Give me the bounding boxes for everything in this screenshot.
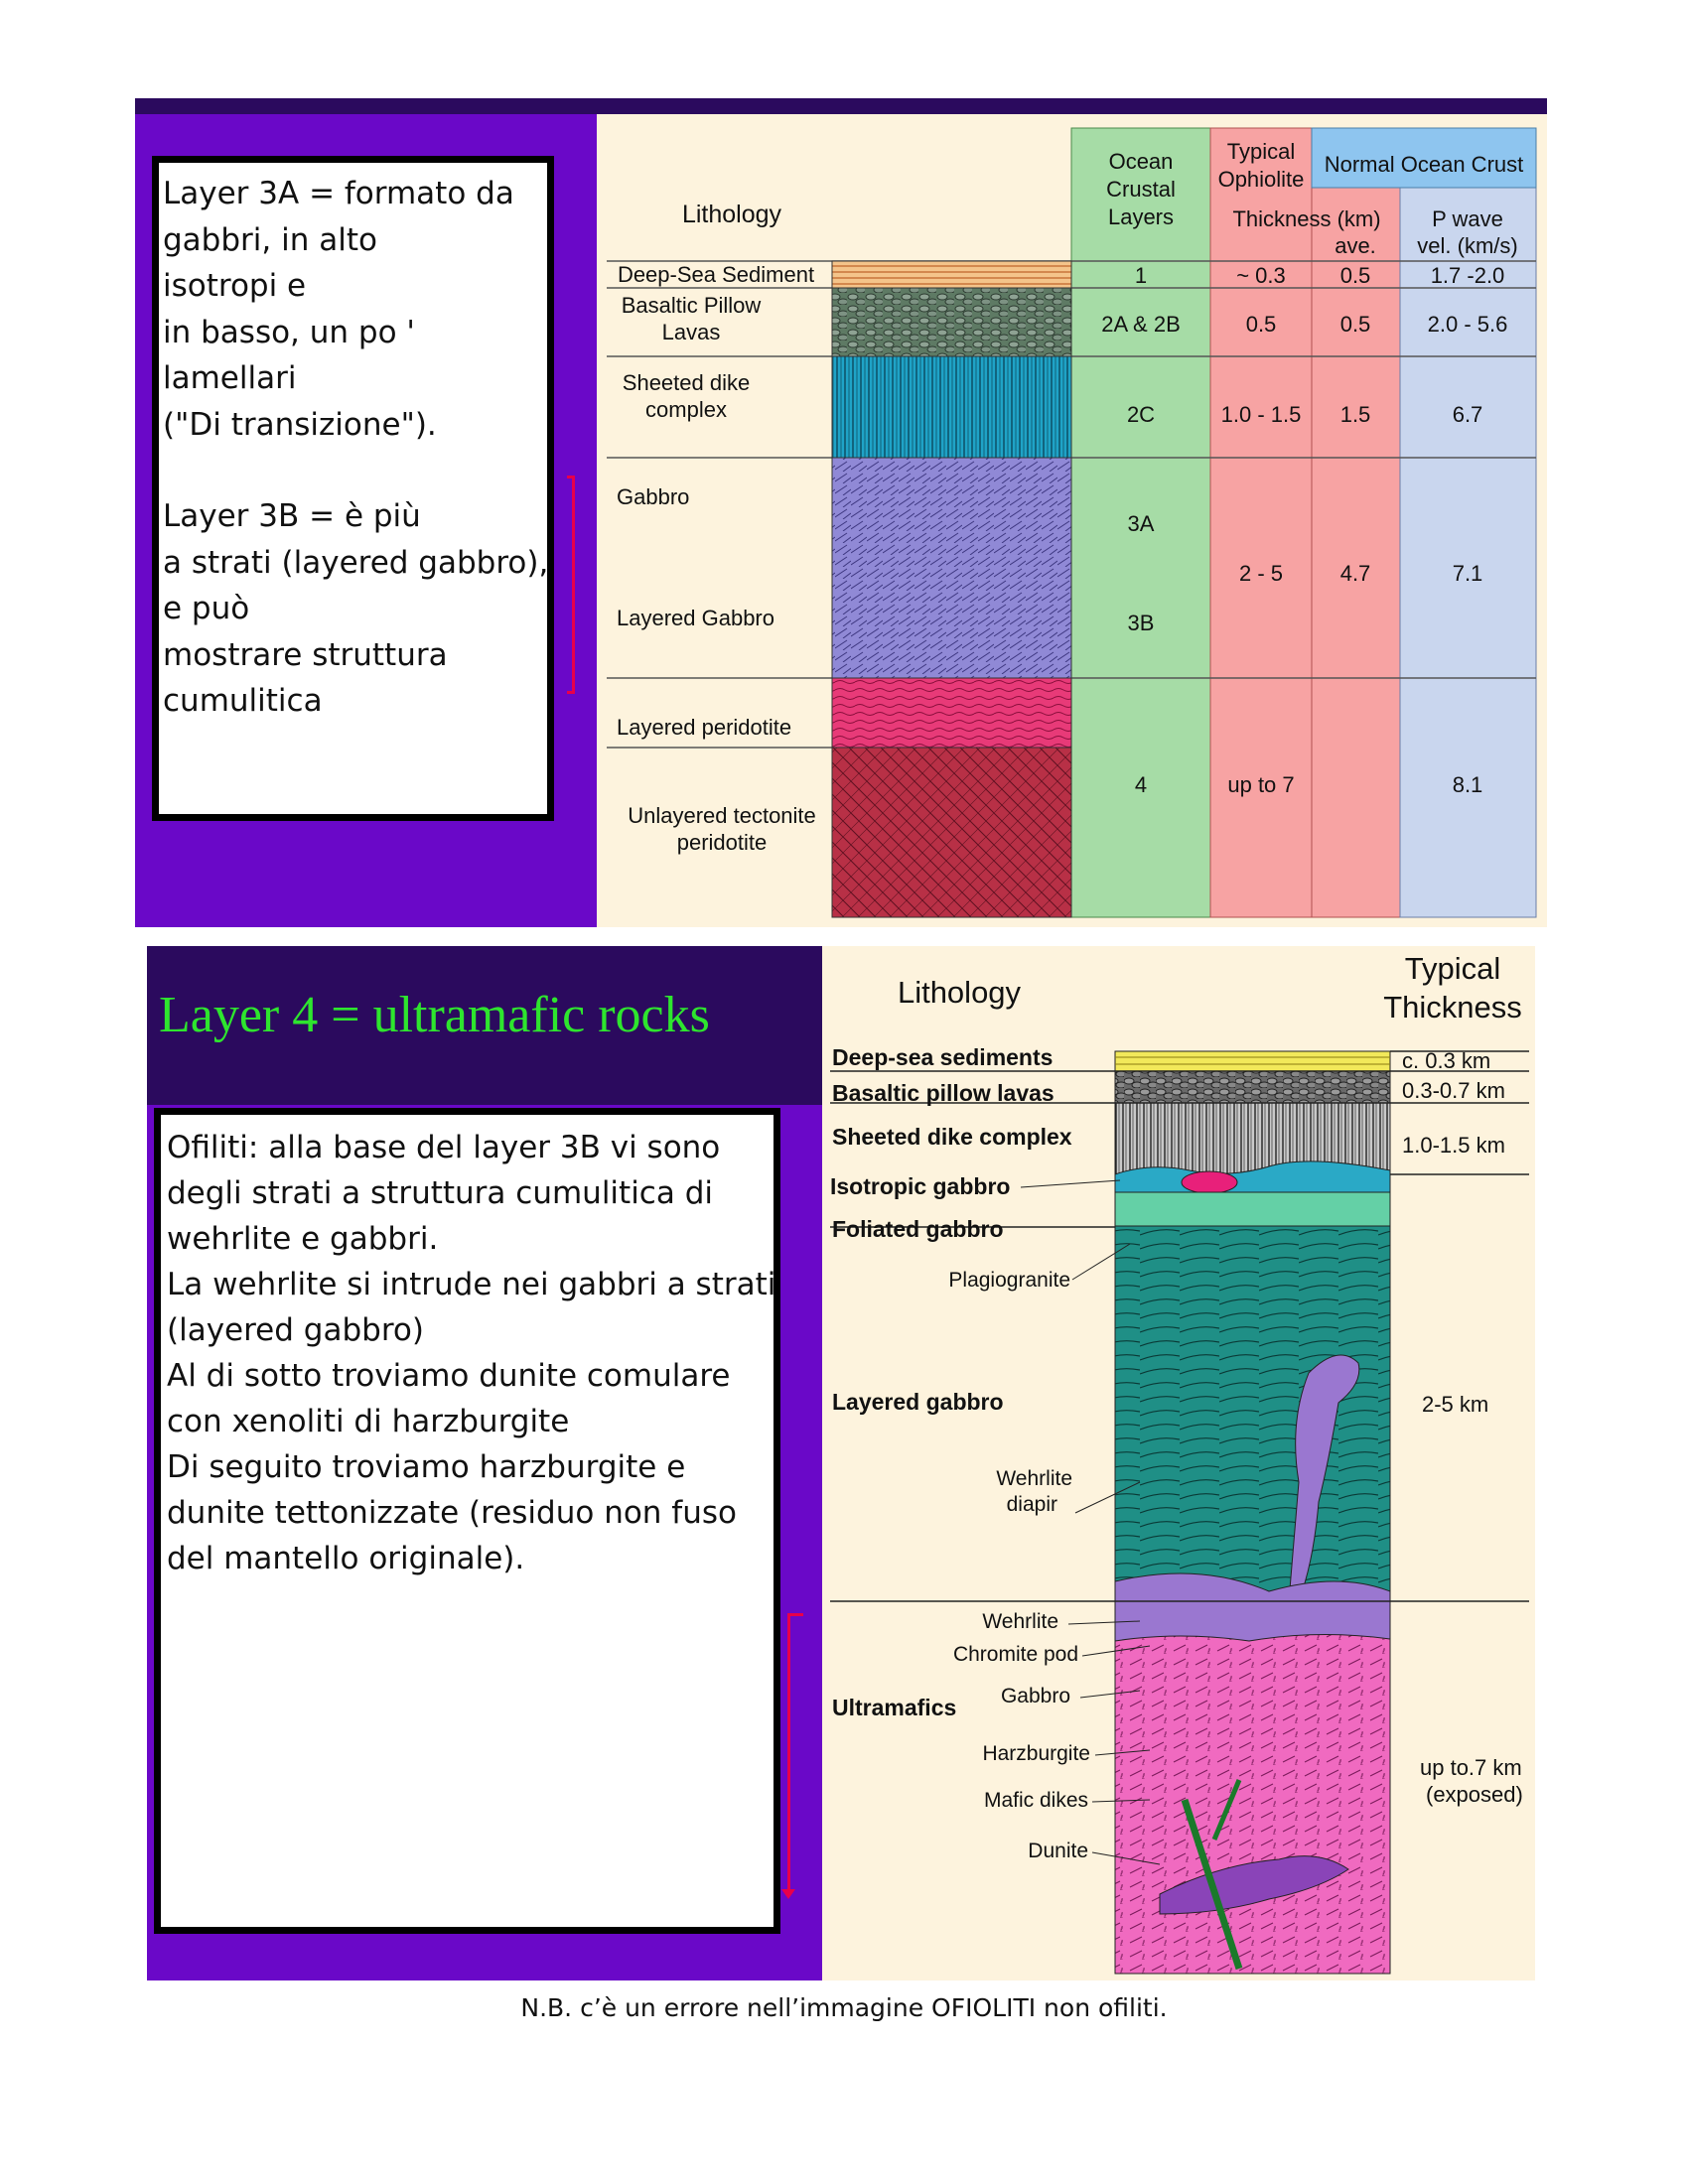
lithology-title: Lithology (897, 975, 1022, 1010)
pillow-lava-layer (1115, 1071, 1390, 1103)
cell-layer: 2A & 2B (1101, 312, 1181, 337)
label-foliated-gabbro: Foliated gabbro (832, 1216, 1004, 1242)
label-mafic-dikes: Mafic dikes (983, 1789, 1088, 1812)
text-line: lamellari (163, 360, 297, 396)
thickness-gabbro: 2-5 km (1422, 1392, 1489, 1417)
figure-caption: N.B. c’è un errore nell’immagine OFIOLITI non ofiliti. (520, 1993, 1168, 2022)
cell-thickness: up to 7 (1227, 772, 1295, 797)
label-plagiogranite: Plagiogranite (948, 1269, 1070, 1292)
label-gabbro: Gabbro (1000, 1685, 1070, 1707)
cell-layer: 4 (1134, 772, 1148, 797)
cell-thickness: 0.5 (1245, 312, 1277, 337)
text-line: Al di sotto troviamo dunite comulare (167, 1358, 731, 1394)
text-line: isotropi e (163, 268, 307, 304)
ocean-header: Crustal (1106, 177, 1176, 202)
text-line: Ofiliti: alla base del layer 3B vi sono (167, 1130, 721, 1165)
label-wehrlite-diapir: diapir (1006, 1493, 1057, 1516)
layer3-text (163, 171, 555, 725)
ave-header: ave. (1335, 233, 1376, 258)
text-line: a strati (layered gabbro), (163, 544, 549, 581)
cell-ave: 0.5 (1339, 312, 1371, 337)
cell-thickness: 2 - 5 (1238, 561, 1284, 586)
pillow-lava-block (832, 288, 1071, 356)
sheeted-dike-block (832, 356, 1071, 458)
thickness-pillow: 0.3-0.7 km (1402, 1078, 1505, 1103)
text-line: gabbri, in alto (163, 221, 377, 258)
label-isotropic-gabbro: Isotropic gabbro (830, 1173, 1011, 1199)
red-arrow-bracket (787, 1613, 803, 1891)
layer3-textbox (152, 156, 554, 821)
thickness-sediments: c. 0.3 km (1402, 1048, 1491, 1073)
label-chromite-pod: Chromite pod (952, 1643, 1078, 1666)
foliated-gabbro-layer (1115, 1192, 1390, 1226)
ocean-crust-table-figure (597, 114, 1547, 927)
label-sheeted-dike: complex (645, 397, 727, 422)
tectonite-block (832, 748, 1071, 917)
typical-thickness-title: Typical (1404, 951, 1501, 986)
sediment-layer (1115, 1051, 1390, 1071)
typical-header: Typical (1226, 139, 1296, 164)
text-line: ("Di transizione"). (163, 406, 437, 443)
typical-header: Ophiolite (1217, 167, 1305, 192)
lithology-title: Lithology (681, 201, 782, 228)
ocean-header: Layers (1107, 205, 1175, 229)
pwave-header: vel. (km/s) (1417, 233, 1518, 258)
label-wehrlite-diapir: Wehrlite (996, 1467, 1072, 1490)
text-line: dunite tettonizzate (residuo non fuso (167, 1495, 737, 1531)
ocean-header: Ocean (1108, 149, 1174, 174)
cell-pwave: 2.0 - 5.6 (1427, 312, 1508, 337)
text-line: Di seguito troviamo harzburgite e (167, 1449, 686, 1485)
ocean-crust-svg (597, 114, 1547, 927)
text-line: La wehrlite si intrude nei gabbri a strati (167, 1267, 776, 1302)
text-line: cumulitica (163, 683, 323, 719)
cell-thickness: ~ 0.3 (1236, 263, 1286, 288)
slide-top-bar (135, 98, 1547, 114)
label-harzburgite: Harzburgite (982, 1742, 1090, 1765)
layered-peridotite-block (832, 678, 1071, 748)
plagiogranite-body (1182, 1171, 1237, 1193)
cell-layer: 3A (1127, 511, 1155, 536)
cell-ave: 1.5 (1339, 402, 1371, 427)
cell-layer: 2C (1126, 402, 1156, 427)
pwave-header: P wave (1432, 206, 1503, 231)
sediment-block (832, 261, 1071, 288)
label-wehrlite: Wehrlite (982, 1610, 1058, 1633)
cell-layer: 1 (1134, 263, 1148, 288)
slide-layer-4 (147, 946, 1535, 1980)
text-line: in basso, un po ' (163, 314, 415, 350)
cell-thickness: 1.0 - 1.5 (1220, 402, 1302, 427)
layered-gabbro-layer (1115, 1226, 1390, 1601)
cell-pwave: 6.7 (1452, 402, 1483, 427)
text-line: Layer 3A = formato da (163, 176, 514, 211)
label-layered-peridotite: Layered peridotite (617, 715, 792, 740)
text-line: degli strati a struttura cumulitica di (167, 1175, 713, 1211)
normal-crust-title: Normal Ocean Crust (1324, 152, 1524, 177)
label-tectonite: Unlayered tectonite (628, 803, 816, 828)
ophiolite-column (1210, 128, 1312, 917)
cell-layer: 3B (1127, 611, 1155, 635)
layer4-textbox (154, 1108, 780, 1934)
ophiolite-section-svg (822, 946, 1535, 1980)
text-line: del mantello originale). (167, 1541, 525, 1576)
gabbro-block (832, 458, 1071, 678)
text-line: wehrlite e gabbri. (167, 1221, 439, 1257)
thickness-ultramafic: up to.7 km (1420, 1755, 1522, 1780)
label-layered-gabbro: Layered Gabbro (617, 606, 774, 630)
thickness-ultramafic: (exposed) (1426, 1782, 1523, 1807)
text-line: (layered gabbro) (167, 1312, 424, 1348)
label-dunite: Dunite (1028, 1840, 1088, 1862)
cell-ave: 0.5 (1339, 263, 1371, 288)
cell-pwave: 7.1 (1452, 561, 1483, 586)
text-line: Layer 3B = è più (163, 498, 421, 534)
label-basaltic-pillow: Basaltic Pillow (621, 293, 762, 318)
typical-thickness-title: Thickness (1383, 990, 1522, 1024)
label-gabbro: Gabbro (617, 484, 690, 509)
text-line: e può (163, 591, 250, 626)
label-sheeted-dike: Sheeted dike (622, 370, 751, 395)
red-bracket (567, 476, 575, 694)
ophiolite-section-figure (822, 946, 1535, 1980)
cell-pwave: 1.7 -2.0 (1430, 263, 1505, 288)
text-line: mostrare struttura (163, 636, 448, 673)
label-layered-gabbro: Layered gabbro (832, 1389, 1004, 1415)
label-basaltic-pillow-lavas: Basaltic pillow lavas (832, 1080, 1055, 1106)
cell-pwave: 8.1 (1452, 772, 1483, 797)
label-deep-sea-sediment: Deep-Sea Sediment (617, 262, 815, 287)
label-deep-sea-sediments: Deep-sea sediments (832, 1044, 1054, 1070)
thickness-header: Thickness (km) (1232, 206, 1381, 231)
cell-ave: 4.7 (1339, 561, 1371, 586)
label-ultramafics: Ultramafics (832, 1695, 957, 1720)
harzburgite-layer (1115, 1634, 1390, 1974)
text-line: con xenoliti di harzburgite (167, 1404, 570, 1439)
slide-layer-3 (135, 98, 1547, 927)
layer4-text (167, 1125, 777, 1581)
label-basaltic-pillow: Lavas (661, 320, 721, 344)
slide-title: Layer 4 = ultramafic rocks (159, 987, 710, 1043)
thickness-dike: 1.0-1.5 km (1402, 1133, 1505, 1158)
label-tectonite: peridotite (676, 830, 768, 855)
label-sheeted-dike-complex: Sheeted dike complex (832, 1124, 1072, 1150)
